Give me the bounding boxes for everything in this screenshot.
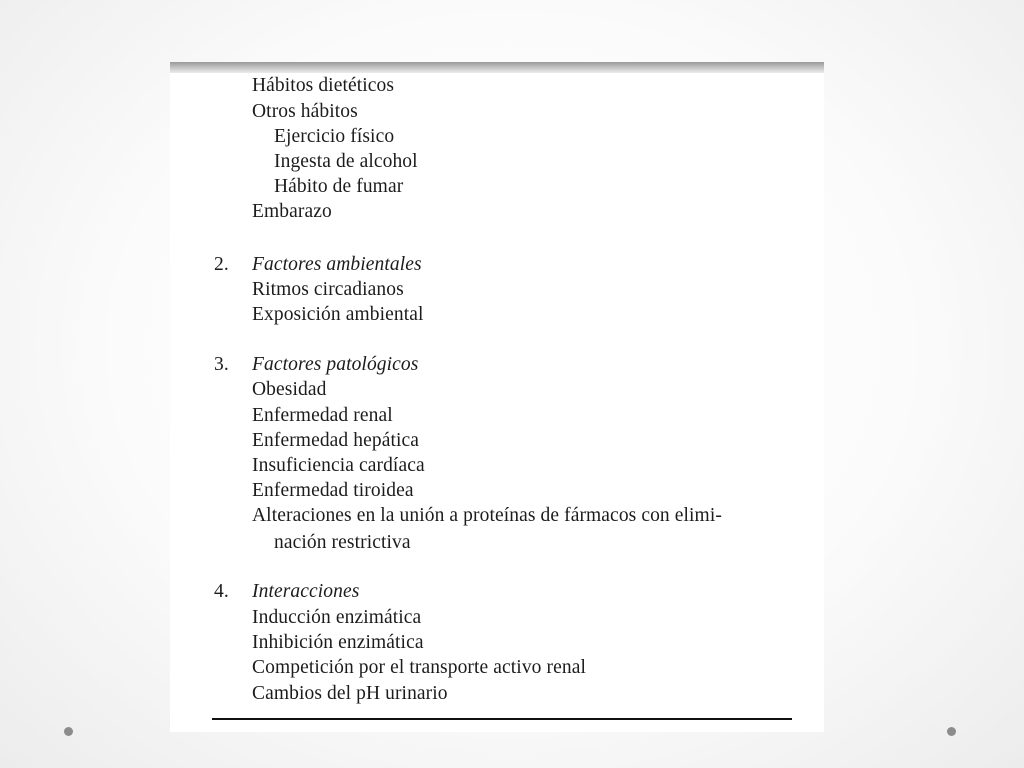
list-subitem: Ingesta de alcohol: [274, 151, 418, 172]
slide-bullet-dot-left: [64, 727, 73, 736]
bottom-rule: [212, 718, 792, 720]
list-item: Enfermedad hepática: [252, 430, 420, 451]
section-number: 3.: [214, 354, 229, 375]
list-item: Enfermedad tiroidea: [252, 480, 414, 501]
list-item: Otros hábitos: [252, 101, 358, 122]
list-item: Obesidad: [252, 379, 327, 400]
list-item: Ritmos circadianos: [252, 279, 404, 300]
list-subitem: Hábito de fumar: [274, 176, 404, 197]
list-item: Embarazo: [252, 201, 332, 222]
list-item: Insuficiencia cardíaca: [252, 455, 425, 476]
list-item: Alteraciones en la unión a proteínas de fármacos con elimi-: [252, 505, 722, 526]
list-item: Competición por el transporte activo renal: [252, 657, 586, 678]
list-subitem: Ejercicio físico: [274, 126, 395, 147]
section-number: 2.: [214, 254, 229, 275]
list-item: Inducción enzimática: [252, 607, 422, 628]
section-number: 4.: [214, 581, 229, 602]
document-top-edge: [170, 62, 824, 73]
slide-bullet-dot-right: [947, 727, 956, 736]
section-title: Factores ambientales: [252, 254, 422, 275]
list-item: Exposición ambiental: [252, 304, 424, 325]
list-item: Cambios del pH urinario: [252, 683, 448, 704]
section-title: Factores patológicos: [252, 354, 419, 375]
section-title: Interacciones: [252, 581, 360, 602]
document-image: [170, 62, 824, 732]
list-item: Inhibición enzimática: [252, 632, 424, 653]
list-item: Hábitos dietéticos: [252, 75, 395, 96]
list-item-continuation: nación restrictiva: [274, 532, 411, 553]
list-item: Enfermedad renal: [252, 405, 393, 426]
